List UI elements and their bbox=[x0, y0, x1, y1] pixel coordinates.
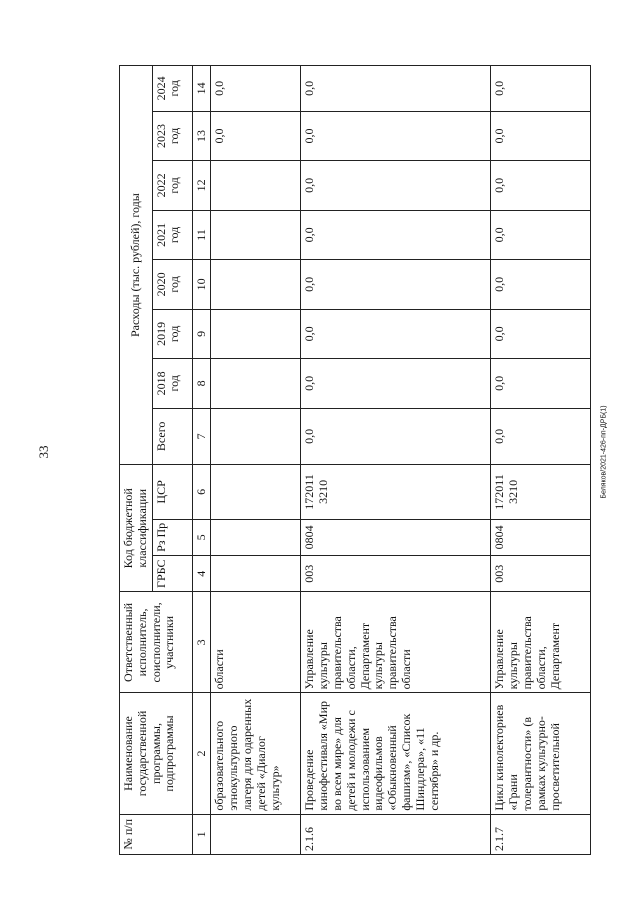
col-number: 10 bbox=[192, 260, 211, 309]
col-number: 12 bbox=[192, 161, 211, 210]
header-grbs: ГРБС bbox=[152, 556, 192, 592]
row-csr bbox=[211, 465, 301, 520]
col-number: 4 bbox=[192, 556, 211, 592]
row-name: Проведение кинофестиваля «Мир во всем мире» для детей и молодежи с использованием видеофильмов «Обыкновенный фашизм», «Список Шиндлера», «11 сентября» и др. bbox=[301, 693, 491, 814]
col-number: 11 bbox=[192, 210, 211, 259]
col-number: 2 bbox=[192, 693, 211, 814]
row-2018: 0,0 bbox=[301, 359, 491, 408]
table-row bbox=[301, 66, 491, 855]
row-total: 0,0 bbox=[301, 408, 491, 465]
col-number: 3 bbox=[192, 592, 211, 693]
column-number-row bbox=[192, 66, 211, 855]
header-csr: ЦСР bbox=[152, 465, 192, 520]
row-2021 bbox=[211, 210, 301, 259]
col-number: 5 bbox=[192, 519, 211, 555]
header-total: Всего bbox=[152, 408, 192, 465]
table-row bbox=[211, 66, 301, 855]
row-num bbox=[211, 814, 301, 854]
row-grbs: 003 bbox=[301, 556, 491, 592]
col-number: 14 bbox=[192, 66, 211, 112]
row-responsible: Управление культуры правительства области, Департамент bbox=[491, 592, 591, 693]
header-rz-pr: Рз Пр bbox=[152, 519, 192, 555]
row-2020 bbox=[211, 260, 301, 309]
row-num: 2.1.7 bbox=[491, 814, 591, 854]
row-2019: 0,0 bbox=[491, 309, 591, 358]
header-num: № п/п bbox=[120, 814, 193, 854]
row-2021: 0,0 bbox=[301, 210, 491, 259]
col-number: 7 bbox=[192, 408, 211, 465]
row-2021: 0,0 bbox=[491, 210, 591, 259]
table-row bbox=[491, 66, 591, 855]
header-2024: 2024 год bbox=[152, 66, 192, 112]
row-2024: 0,0 bbox=[301, 66, 491, 112]
row-total: 0,0 bbox=[491, 408, 591, 465]
header-2020: 2020 год bbox=[152, 260, 192, 309]
row-2024: 0,0 bbox=[491, 66, 591, 112]
header-responsible: Ответственный исполнитель, соисполнители, участники bbox=[120, 592, 193, 693]
row-2023: 0,0 bbox=[211, 111, 301, 160]
row-2018 bbox=[211, 359, 301, 408]
header-2022: 2022 год bbox=[152, 161, 192, 210]
row-2024: 0,0 bbox=[211, 66, 301, 112]
row-2018: 0,0 bbox=[491, 359, 591, 408]
row-rz bbox=[211, 519, 301, 555]
header-2023: 2023 год bbox=[152, 111, 192, 160]
row-grbs: 003 bbox=[491, 556, 591, 592]
col-number: 9 bbox=[192, 309, 211, 358]
row-2023: 0,0 bbox=[301, 111, 491, 160]
header-2019: 2019 год bbox=[152, 309, 192, 358]
row-2020: 0,0 bbox=[301, 260, 491, 309]
row-2022 bbox=[211, 161, 301, 210]
col-number: 6 bbox=[192, 465, 211, 520]
header-budget-code: Код бюджетной классификации bbox=[120, 465, 153, 592]
budget-table bbox=[119, 65, 591, 855]
row-total bbox=[211, 408, 301, 465]
row-2022: 0,0 bbox=[491, 161, 591, 210]
header-expenses: Расходы (тыс. рублей), годы bbox=[120, 66, 153, 465]
header-2018: 2018 год bbox=[152, 359, 192, 408]
page-number: 33 bbox=[36, 445, 51, 459]
row-csr: 172011 3210 bbox=[491, 465, 591, 520]
row-name: образовательного этнокультурного лагеря для одаренных детей «Диалог культур» bbox=[211, 693, 301, 814]
header-name: Наименование государственной программы, подпрограммы bbox=[120, 693, 193, 814]
col-number: 8 bbox=[192, 359, 211, 408]
row-2019 bbox=[211, 309, 301, 358]
row-name: Цикл кинолекториев «Грани толерантности» (в рамках культурно-просветительной bbox=[491, 693, 591, 814]
row-responsible: области bbox=[211, 592, 301, 693]
row-rz: 0804 bbox=[301, 519, 491, 555]
row-2023: 0,0 bbox=[491, 111, 591, 160]
rotated-table-container bbox=[119, 65, 589, 855]
row-num: 2.1.6 bbox=[301, 814, 491, 854]
row-responsible: Управление культуры правительства области, Департамент культуры правительства области bbox=[301, 592, 491, 693]
row-grbs bbox=[211, 556, 301, 592]
document-code: Беляков/2021-426-пп-ДРБ(1) bbox=[600, 405, 608, 499]
row-2020: 0,0 bbox=[491, 260, 591, 309]
row-rz: 0804 bbox=[491, 519, 591, 555]
col-number: 1 bbox=[192, 814, 211, 854]
col-number: 13 bbox=[192, 111, 211, 160]
row-csr: 172011 3210 bbox=[301, 465, 491, 520]
header-2021: 2021 год bbox=[152, 210, 192, 259]
row-2019: 0,0 bbox=[301, 309, 491, 358]
row-2022: 0,0 bbox=[301, 161, 491, 210]
